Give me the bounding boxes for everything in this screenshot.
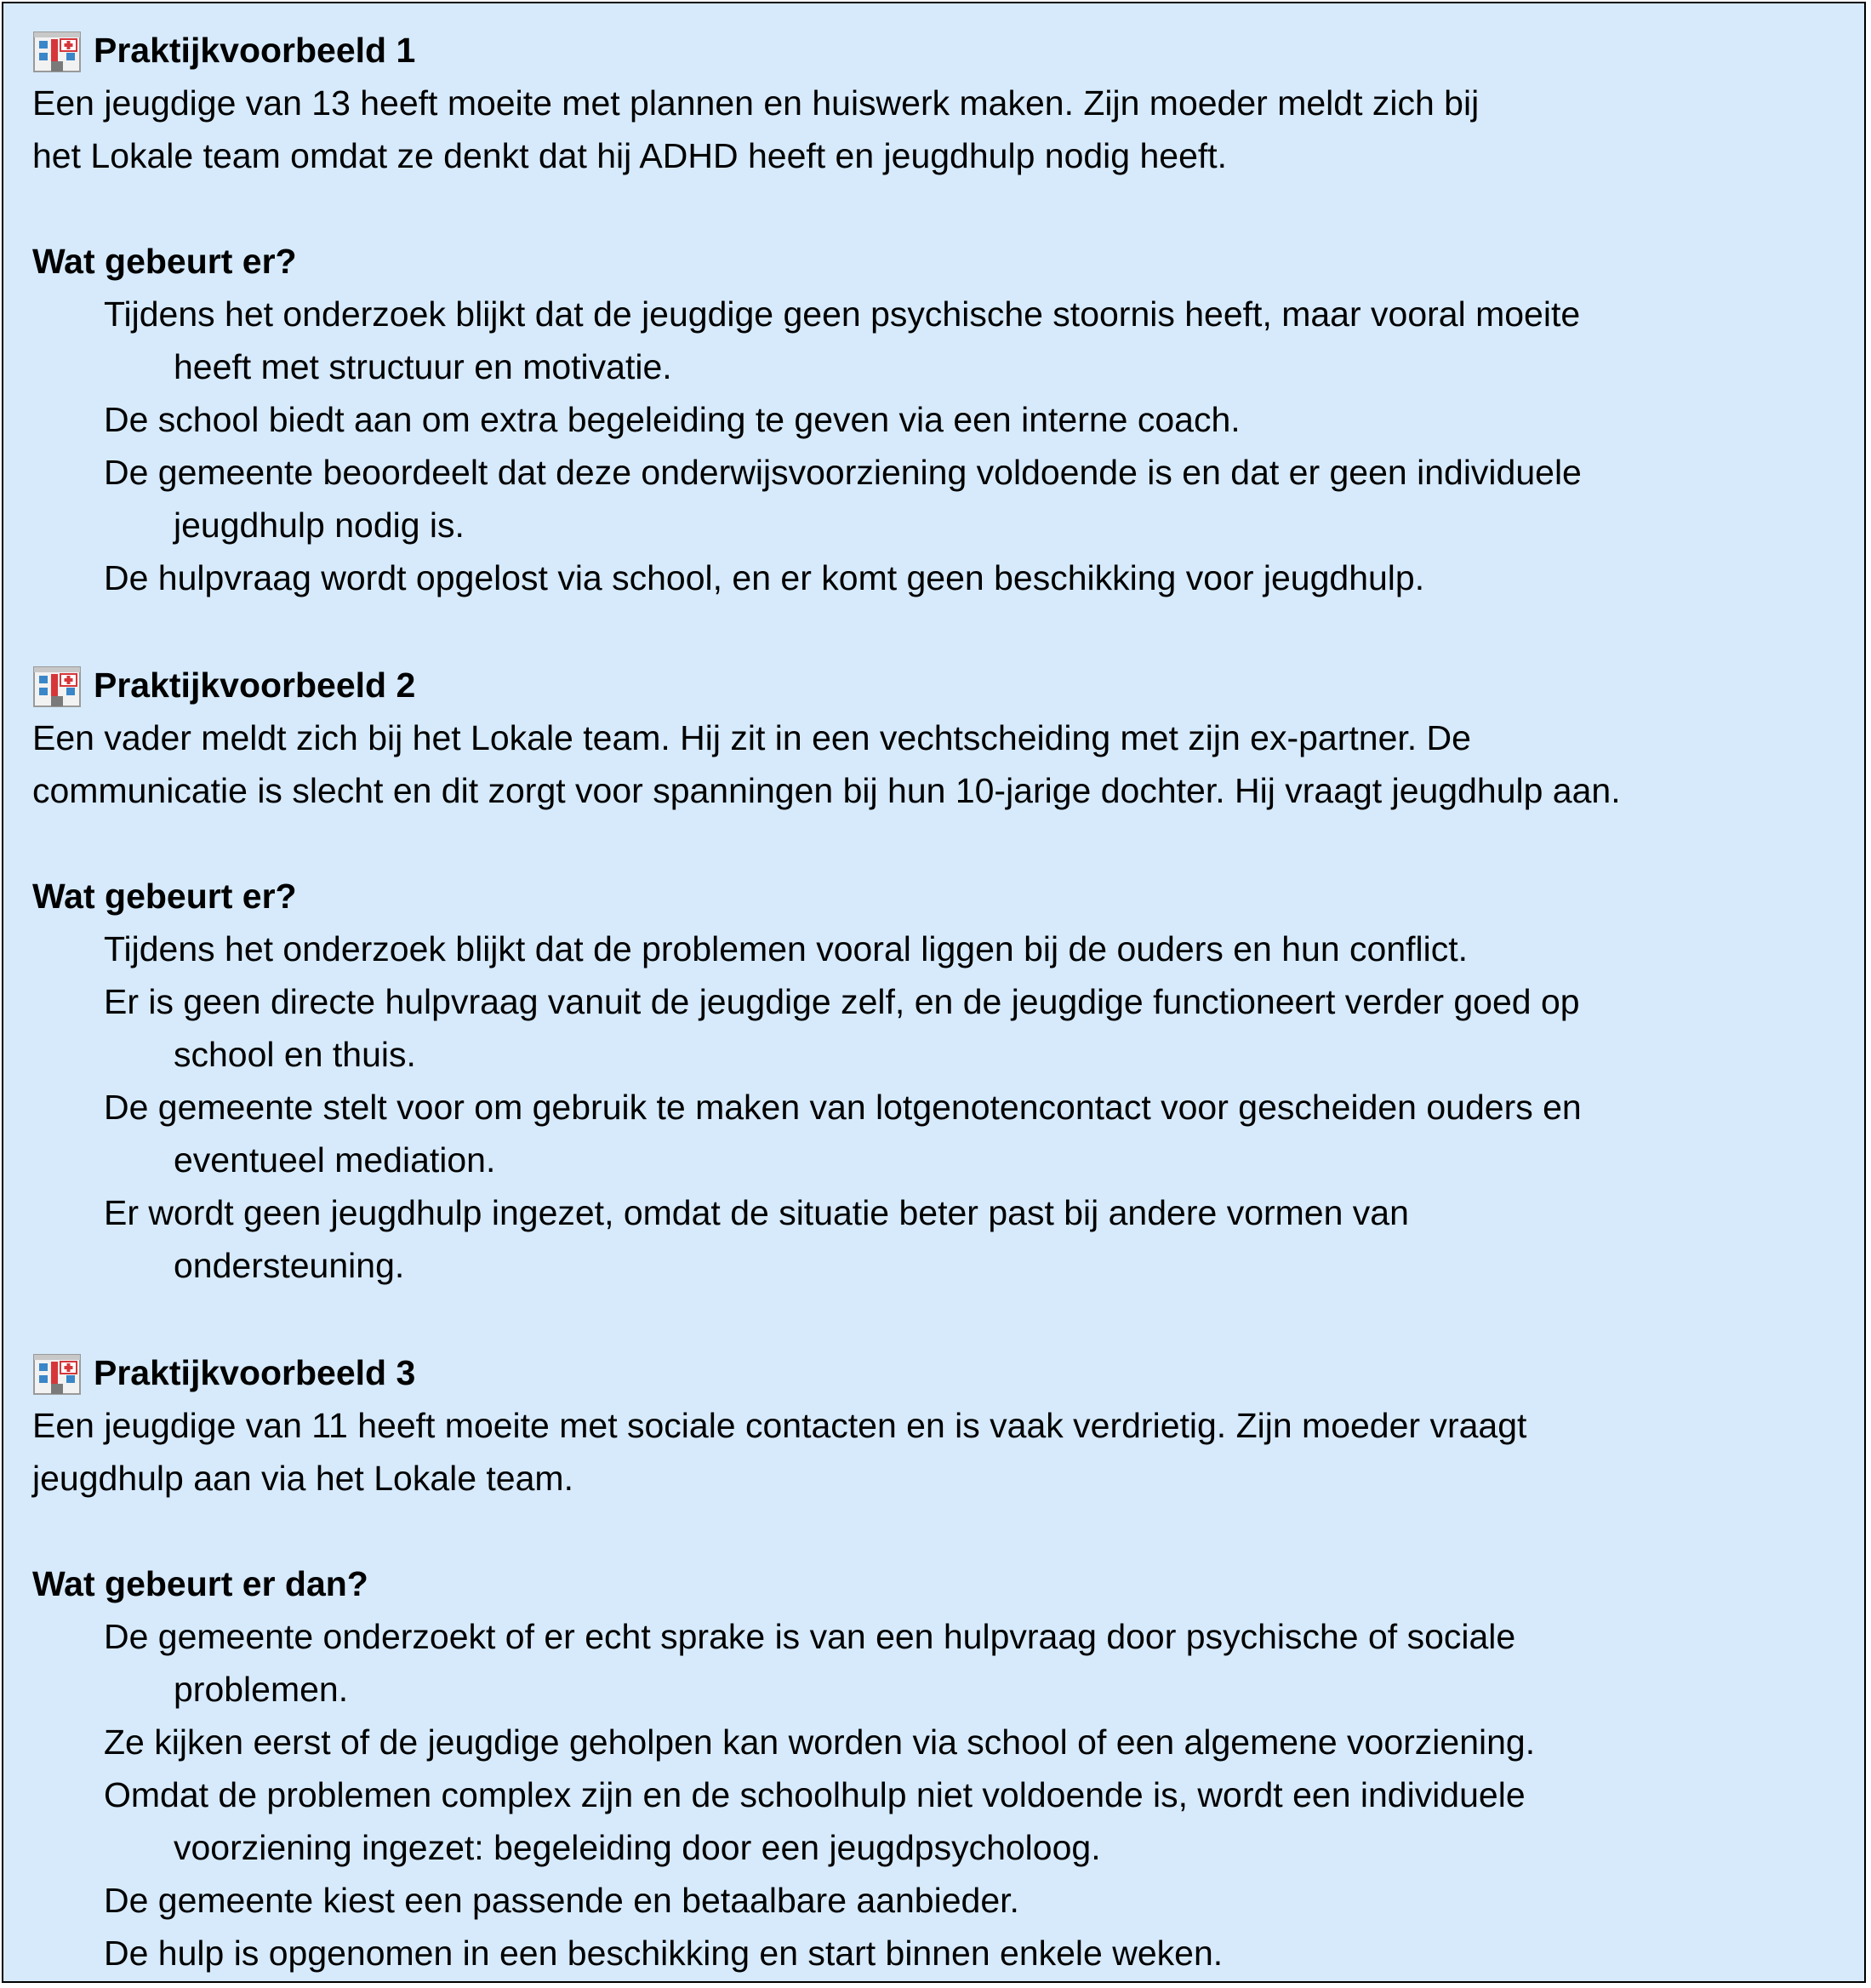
hospital-icon [32, 1350, 82, 1396]
example-2-title: Praktijkvoorbeeld 2 [94, 665, 416, 705]
example-2-point-2-cont: school en thuis. [174, 1035, 416, 1074]
example-1-intro-line-2: het Lokale team omdat ze denkt dat hij ADHD heeft en jeugdhulp nodig heeft. [32, 136, 1228, 175]
example-1-point-1-cont: heeft met structuur en motivatie. [174, 347, 672, 386]
example-3-heading [32, 1346, 415, 1399]
example-2-intro-line-1: Een vader meldt zich bij het Lokale team. Hij zit in een vechtscheiding met zijn ex-partner. De [32, 718, 1471, 757]
example-2-point-2: Er is geen directe hulpvraag vanuit de jeugdige zelf, en de jeugdige functioneert verder goed op [104, 982, 1580, 1021]
example-3-point-5: De hulp is opgenomen in een beschikking en start binnen enkele weken. [104, 1934, 1224, 1973]
example-3-point-2: Ze kijken eerst of de jeugdige geholpen kan worden via school of een algemene voorziening. [104, 1722, 1536, 1762]
hospital-icon [32, 27, 82, 73]
example-1-point-1: Tijdens het onderzoek blijkt dat de jeugdige geen psychische stoornis heeft, maar vooral moeite [104, 294, 1581, 334]
info-box [2, 2, 1866, 1983]
example-2-intro-line-2: communicatie is slecht en dit zorgt voor spanningen bij hun 10-jarige dochter. Hij vraagt jeugdhulp aan. [32, 771, 1621, 810]
example-2-question: Wat gebeurt er? [32, 877, 297, 916]
example-1-intro-line-1: Een jeugdige van 13 heeft moeite met plannen en huiswerk maken. Zijn moeder meldt zich bij [32, 83, 1480, 123]
example-1-point-2: De school biedt aan om extra begeleiding te geven via een interne coach. [104, 400, 1241, 439]
example-3-point-3: Omdat de problemen complex zijn en de schoolhulp niet voldoende is, wordt een individuele [104, 1775, 1526, 1814]
example-2-point-1: Tijdens het onderzoek blijkt dat de problemen vooral liggen bij de ouders en hun conflict. [104, 929, 1469, 968]
example-1-heading [32, 24, 415, 77]
example-2-point-3: De gemeente stelt voor om gebruik te maken van lotgenotencontact voor gescheiden ouders en [104, 1088, 1582, 1127]
example-3-intro-line-1: Een jeugdige van 11 heeft moeite met sociale contacten en is vaak verdrietig. Zijn moeder vraagt [32, 1406, 1527, 1445]
example-3-point-1: De gemeente onderzoekt of er echt sprake is van een hulpvraag door psychische of sociale [104, 1617, 1516, 1656]
example-3-title: Praktijkvoorbeeld 3 [94, 1352, 416, 1392]
example-3-intro-line-2: jeugdhulp aan via het Lokale team. [32, 1459, 573, 1498]
example-1-point-4: De hulpvraag wordt opgelost via school, en er komt geen beschikking voor jeugdhulp. [104, 558, 1425, 597]
hospital-icon [32, 662, 82, 708]
example-2-point-4-cont: ondersteuning. [174, 1246, 405, 1285]
example-3-point-1-cont: problemen. [174, 1670, 349, 1709]
example-2-point-3-cont: eventueel mediation. [174, 1140, 496, 1180]
example-1-point-3-cont: jeugdhulp nodig is. [174, 506, 465, 545]
example-2-point-4: Er wordt geen jeugdhulp ingezet, omdat de situatie beter past bij andere vormen van [104, 1193, 1409, 1232]
example-3-point-3-cont: voorziening ingezet: begeleiding door een jeugdpsycholoog. [174, 1828, 1101, 1867]
example-1-point-3: De gemeente beoordeelt dat deze onderwijsvoorziening voldoende is en dat er geen individuele [104, 453, 1582, 492]
example-1-question: Wat gebeurt er? [32, 242, 297, 281]
example-3-point-4: De gemeente kiest een passende en betaalbare aanbieder. [104, 1881, 1019, 1920]
example-1-title: Praktijkvoorbeeld 1 [94, 30, 416, 70]
example-2-heading [32, 659, 415, 711]
example-3-question: Wat gebeurt er dan? [32, 1564, 368, 1603]
